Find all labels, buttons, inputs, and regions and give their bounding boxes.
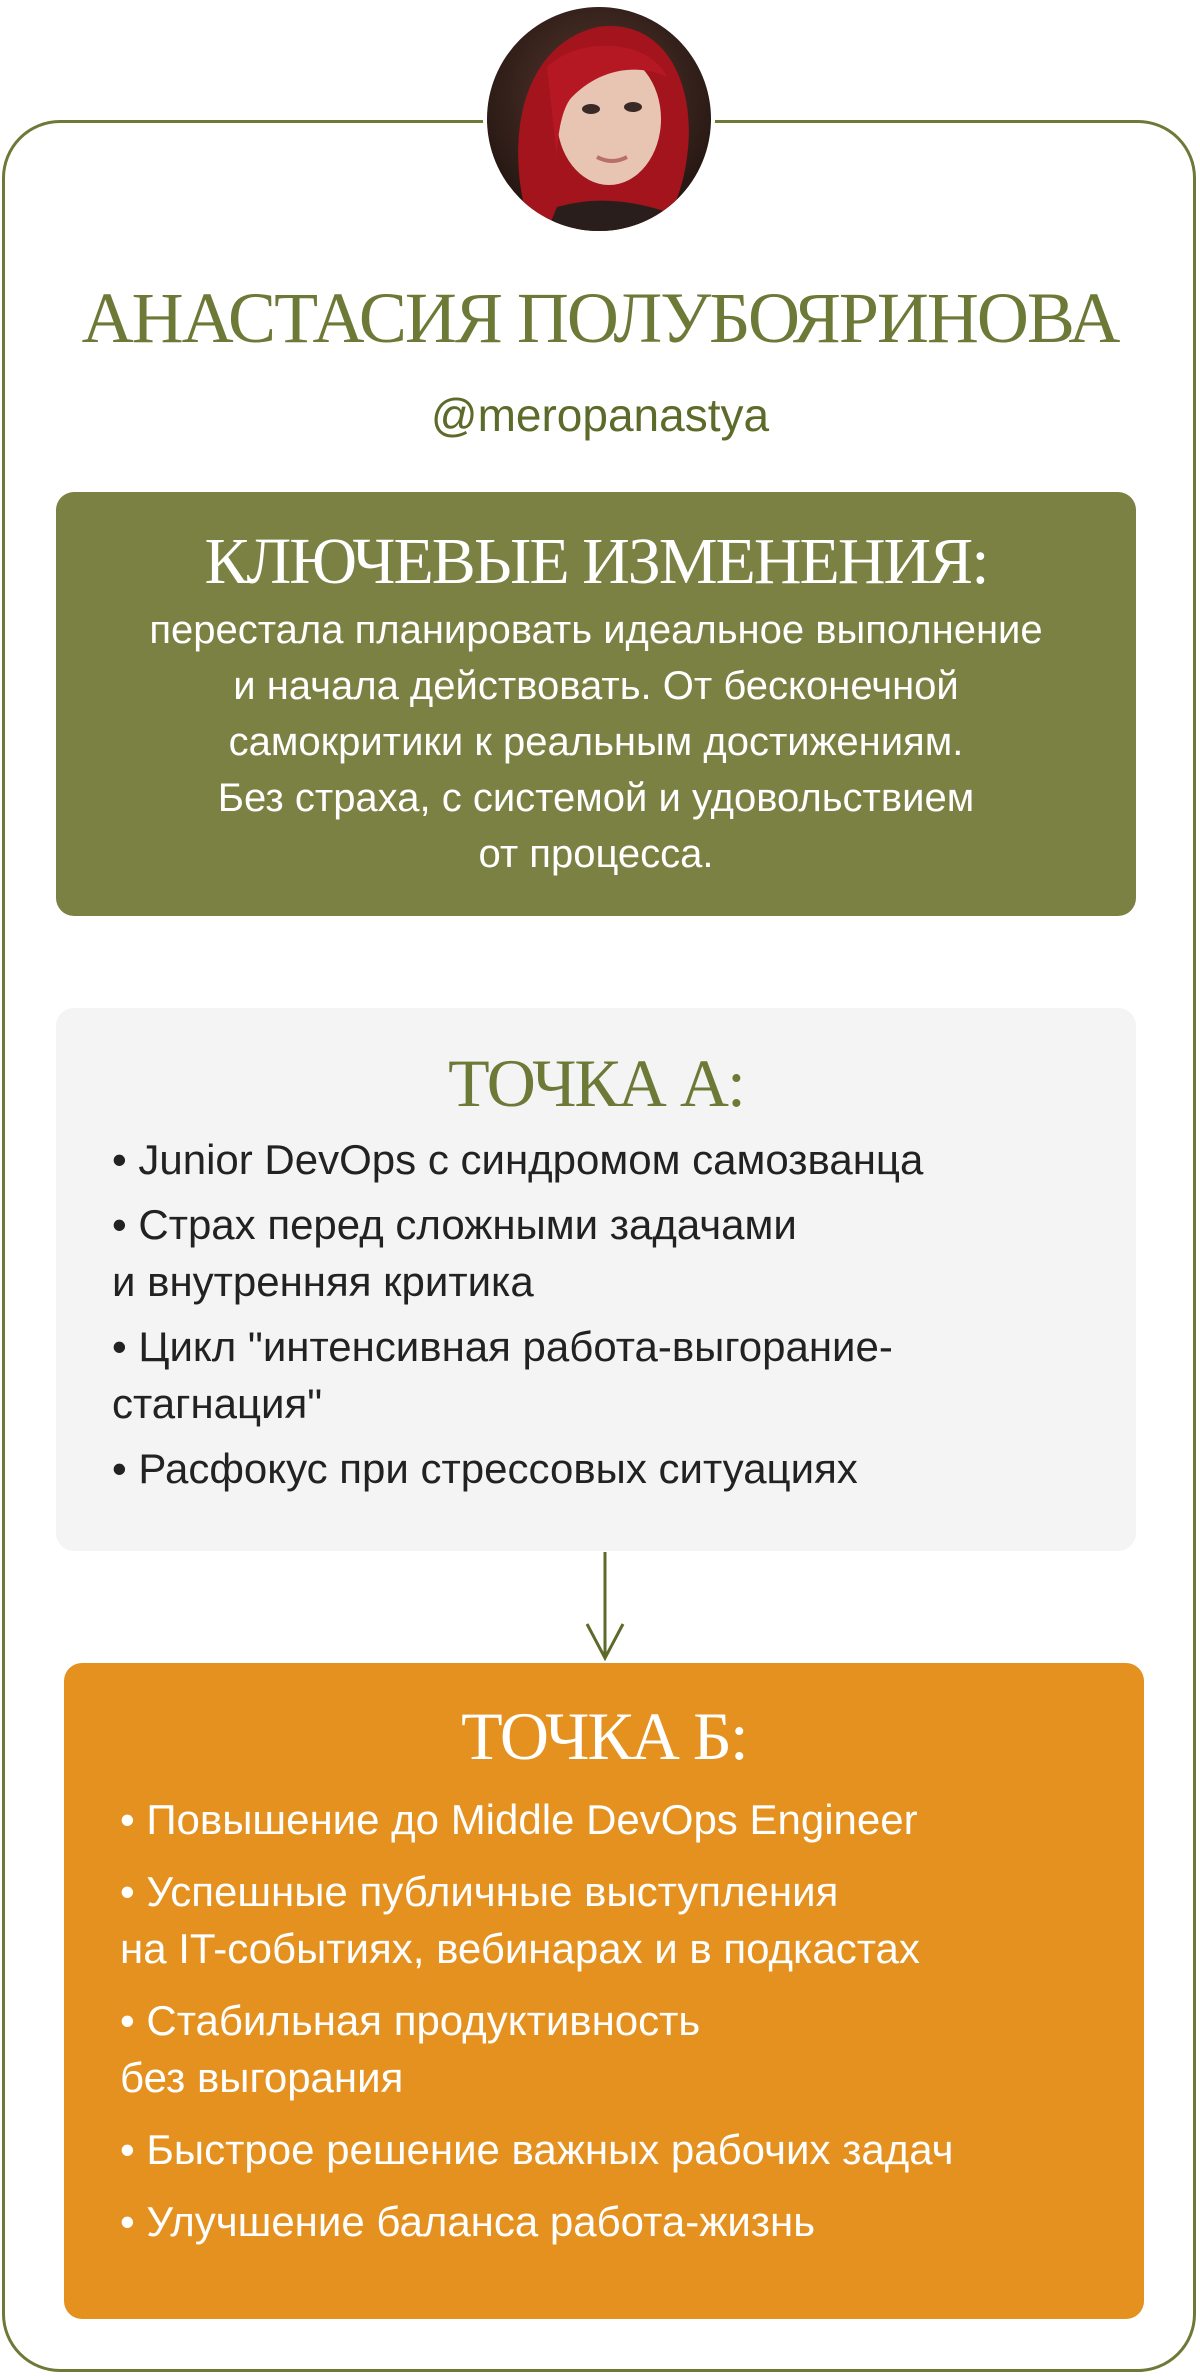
list-item: • Успешные публичные выступления на IT-событиях, вебинарах и в подкастах — [120, 1868, 920, 1972]
list-item: • Расфокус при стрессовых ситуациях — [112, 1445, 858, 1492]
avatar — [483, 3, 715, 235]
point-a-list — [56, 1131, 1136, 1497]
profile-name: АНАСТАСИЯ ПОЛУБОЯРИНОВА — [81, 278, 1119, 358]
list-item: • Цикл "интенсивная работа-выгорание- стагнация" — [112, 1323, 893, 1427]
list-item: • Junior DevOps с синдромом самозванца — [112, 1136, 924, 1183]
point-b-list — [64, 1791, 1144, 2250]
list-item: • Страх перед сложными задачами и внутренняя критика — [112, 1201, 797, 1305]
point-b-title: ТОЧКА Б: — [461, 1698, 747, 1774]
key-changes-title: КЛЮЧЕВЫЕ ИЗМЕНЕНИЯ: — [204, 525, 988, 598]
point-b-card — [64, 1663, 1144, 2319]
key-changes-text: перестала планировать идеальное выполнение и начала действовать. От бесконечной самокритики к реальным достижениям. Без страха, с системой и удовольствием от процесса. — [149, 608, 1043, 876]
point-a-title: ТОЧКА А: — [448, 1045, 744, 1121]
list-item: • Быстрое решение важных рабочих задач — [120, 2126, 954, 2173]
profile-handle[interactable]: @meropanastya — [430, 389, 770, 441]
list-item: • Повышение до Middle DevOps Engineer — [120, 1796, 918, 1843]
point-a-card — [56, 1008, 1136, 1551]
list-item: • Улучшение баланса работа-жизнь — [120, 2198, 816, 2245]
profile-photo-icon — [487, 7, 711, 231]
arrow-down-icon — [575, 1552, 635, 1662]
list-item: • Стабильная продуктивность без выгорания — [120, 1997, 701, 2101]
key-changes-card — [56, 492, 1136, 916]
